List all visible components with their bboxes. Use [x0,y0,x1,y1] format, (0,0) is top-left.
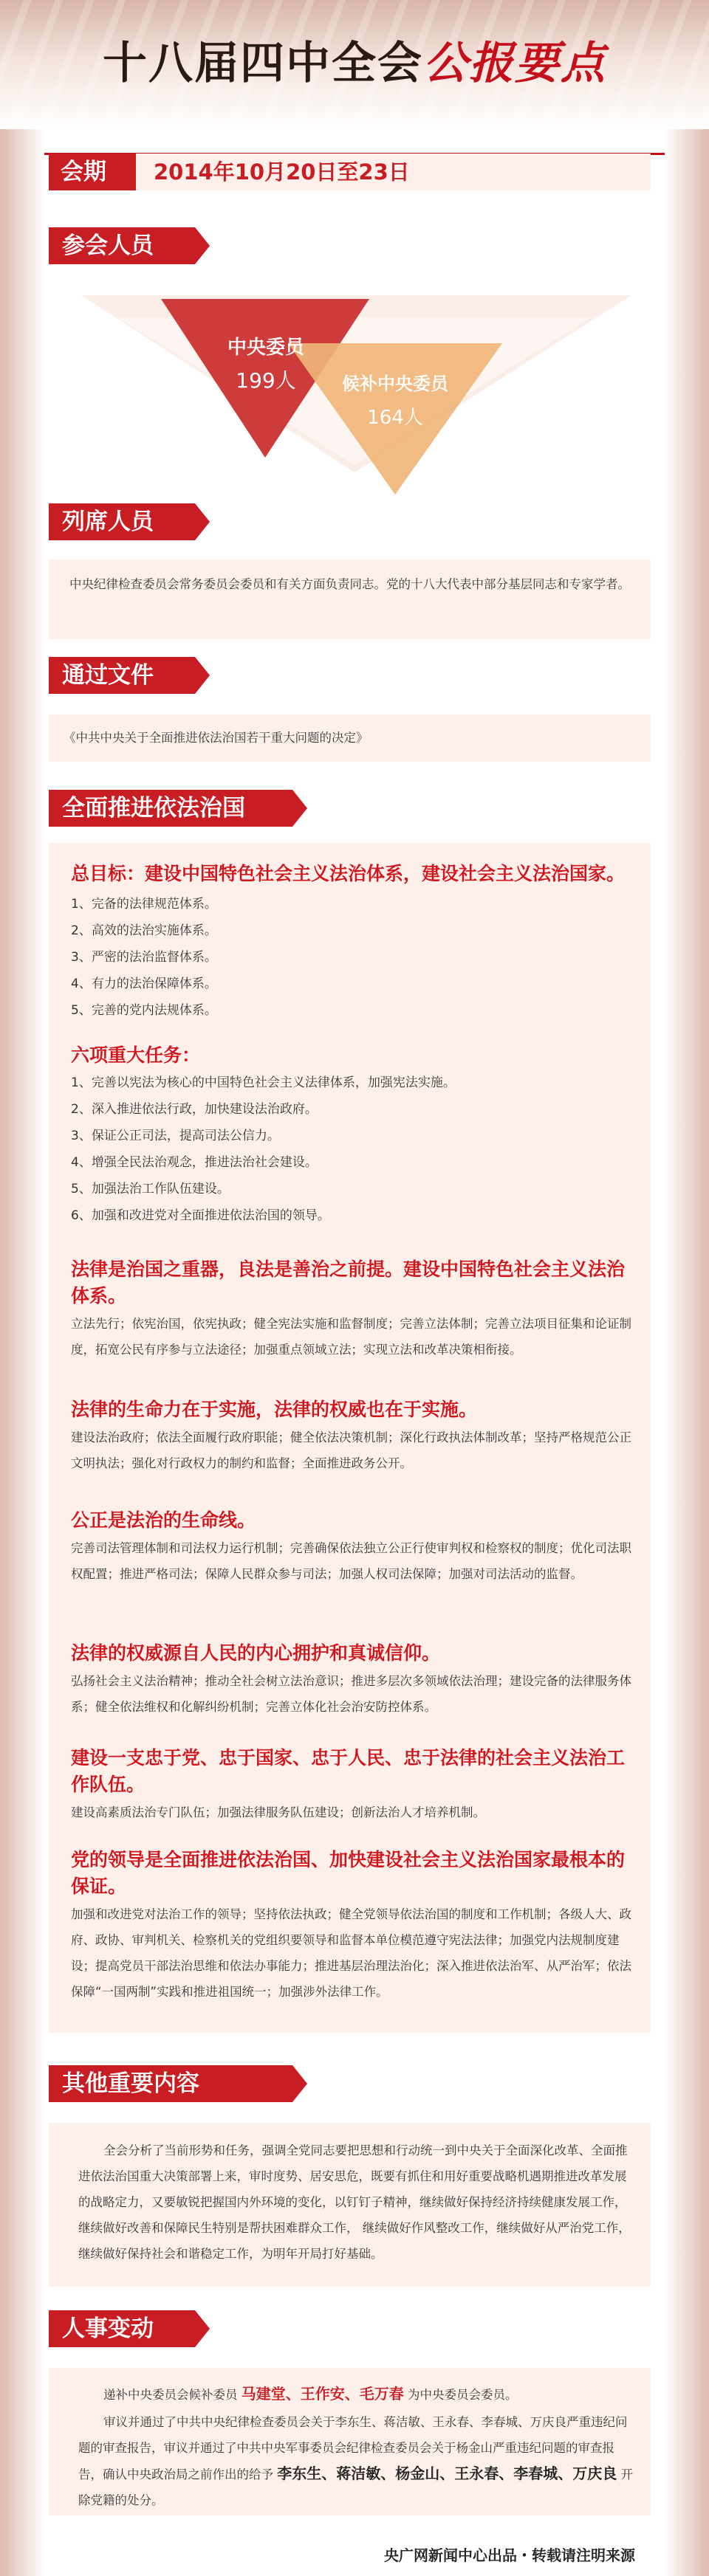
point-block [71,1640,632,1720]
other-panel [49,2123,651,2287]
personnel-panel [49,2368,651,2515]
task-item: 4、增强全民法治观念，推进法治社会建设。 [71,1155,318,1170]
point-text: 立法先行；依宪治国，依宪执政；健全宪法实施和监督制度；完善立法体制；完善立法项目征集和论证制度，拓宽公民有序参与立法途径；加强重点领域立法；实现立法和改革决策相衔接。 [71,1317,631,1357]
point-block [71,1745,632,1825]
goal-item: 2、高效的法治实施体系。 [71,923,217,938]
point-block [71,1397,632,1476]
section-rule-of-law-heading: 全面推进依法治国 [49,790,292,827]
point-title: 公正是法治的生命线。 [71,1509,256,1531]
task-item: 1、完善以宪法为核心的中国特色社会主义法律体系，加强宪法实施。 [71,1075,456,1090]
point-text: 加强和改进党对法治工作的领导；坚持依法执政；健全党领导依法治国的制度和工作机制；各级人大、政府、政协、审判机关、检察机关的党组织要领导和监督本单位模范遵守宪法法律；加强党内法规制度建设；提高党员干部法治思维和依法办事能力；推进基层治理法治化；深入推进依法治军、从严治军；依法保障“一国两制”实践和推进祖国统一；加强涉外法律工作。 [71,1907,631,1999]
alternates-count: 164人 [367,407,423,429]
promotion-post: 为中央委员会委员。 [403,2388,518,2402]
documents-panel [49,714,651,762]
session-row [49,154,651,190]
point-title: 法律的生命力在于实施，法律的权威也在于实施。 [71,1399,478,1420]
point-title: 法律的权威源自人民的内心拥护和真诚信仰。 [71,1642,441,1664]
point-text: 建设高素质法治专门队伍；加强法律服务队伍建设；创新法治人才培养机制。 [71,1805,485,1819]
point-block [71,1847,632,2005]
goal-title: 总目标：建设中国特色社会主义法治体系，建设社会主义法治国家。 [71,863,626,884]
goal-item: 1、完备的法律规范体系。 [71,897,217,912]
tasks-title: 六项重大任务： [71,1044,201,1066]
personnel-promotion [78,2381,636,2408]
point-title: 建设一支忠于党、忠于国家、忠于人民、忠于法律的社会主义法治工作队伍。 [71,1747,626,1795]
observers-text: 中央纪律检查委员会常务委员会委员和有关方面负责同志。党的十八大代表中部分基层同志和专家学者。 [69,577,630,591]
goal-list [71,891,632,1024]
point-block [71,1507,632,1587]
section-observers-heading: 列席人员 [49,503,195,540]
alternates-name: 候补中央委员 [342,373,448,394]
footer-credit: 央广网新闻中心出品・转载请注明来源 [384,2546,635,2564]
session-label: 会期 [49,154,136,190]
documents-text: 《中共中央关于全面推进依法治国若干重大问题的决定》 [64,731,369,745]
goal-item: 4、有力的法治保障体系。 [71,977,217,991]
goal-item: 3、严密的法治监督体系。 [71,950,217,965]
section-attendees-heading: 参会人员 [49,227,195,264]
point-text: 完善司法管理体制和司法权力运行机制；完善确保依法独立公正行使审判权和检察权的制度；优化司法职权配置；推进严格司法；保障人民群众参与司法；加强人权司法保障；加强对司法活动的监督。 [71,1541,631,1581]
promotion-names: 马建堂、王作安、毛万春 [241,2385,404,2403]
members-count: 199人 [236,368,296,393]
task-item: 5、加强法治工作队伍建设。 [71,1182,230,1196]
personnel-discipline [78,2409,636,2513]
task-list [71,1070,632,1229]
observers-panel [49,559,651,639]
task-item: 3、保证公正司法，提高司法公信力。 [71,1129,280,1143]
header-banner [0,0,709,129]
task-item: 6、加强和改进党对全面推进依法治国的领导。 [71,1208,330,1223]
rule-of-law-panel [49,843,651,2033]
promotion-pre: 递补中央委员会候补委员 [103,2388,242,2402]
section-documents-heading: 通过文件 [49,657,195,694]
session-dates: 2014年10月20日至23日 [154,159,410,185]
other-text: 全会分析了当前形势和任务，强调全党同志要把思想和行动统一到中央关于全面深化改革、全面推进依法治国重大决策部署上来，审时度势、居安思危，既要有抓住和用好重要战略机遇期推进改革发展的战略定力，又要敏锐把握国内外环境的变化，以钉钉子精神，继续做好保持经济持续健康发展工作，继续做好改善和保障民生特别是帮扶困难群众工作， 继续做好作风整改工作，继续做好从严治党工作，继续做好保持社会和谐稳定工作，为明年开局打好基础。 [78,2143,631,2261]
point-block [71,1256,632,1363]
point-title: 党的领导是全面推进依法治国、加快建设社会主义法治国家最根本的保证。 [71,1849,626,1897]
task-item: 2、深入推进依法行政，加快建设法治政府。 [71,1102,318,1117]
title-main: 十八届四中全会 [103,38,423,89]
point-text: 弘扬社会主义法治精神；推动全社会树立法治意识；推进多层次多领域依法治理；建设完备的法律服务体系；健全依法维权和化解纠纷机制；完善立体化社会治安防控体系。 [71,1674,631,1714]
section-personnel-heading: 人事变动 [49,2310,195,2347]
title-highlight: 公报要点 [423,38,606,89]
members-name: 中央委员 [227,337,304,359]
discipline-pre: 审议并通过了中共中央纪律检查委员会关于李东生、蒋洁敏、王永春、李春城、万庆良严重违纪问题的审查报告，审议并通过了中共中央军事委员会纪律检查委员会关于杨金山严重违纪问题的审查报告，确认中央政治局之前作出的给予 [78,2415,628,2482]
goal-item: 5、完善的党内法规体系。 [71,1003,217,1018]
discipline-names: 李东生、蒋洁敏、杨金山、王永春、李春城、万庆良 [277,2465,617,2482]
point-text: 建设法治政府；依法全面履行政府职能；健全依法决策机制；深化行政执法体制改革；坚持严格规范公正文明执法；强化对行政权力的制约和监督；全面推进政务公开。 [71,1430,631,1470]
point-title: 法律是治国之重器，良法是善治之前提。建设中国特色社会主义法治体系。 [71,1258,626,1306]
page-title [0,28,709,92]
discipline-post: 开除党籍的处分。 [78,2467,633,2507]
section-other-heading: 其他重要内容 [49,2065,292,2102]
